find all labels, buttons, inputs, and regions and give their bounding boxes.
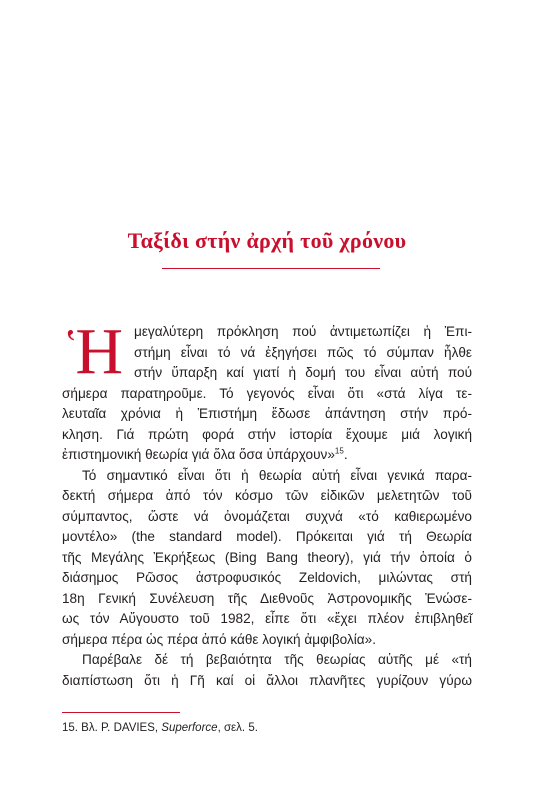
text-line: στήμη εἶναι τό νά ἐξηγήσει πῶς τό σύμπαν ἦλθε [134, 344, 472, 360]
text-line: διάσημος Ρῶσος ἀστροφυσικός Zeldovich, μιλώντας στή [62, 570, 472, 585]
drop-cap [64, 315, 123, 388]
footnote-rule [62, 712, 180, 713]
footnote-number: 15. Βλ. P. DAVIES, [62, 722, 162, 734]
text-line: Παρέβαλε δέ τή βεβαιότητα τῆς θεωρίας αὐτῆς μέ «τή [82, 652, 472, 667]
text-line: Τό σημαντικό εἶναι ὅτι ἡ θεωρία αὐτή εἶναι γενικά παρα- [82, 467, 472, 483]
body-text [62, 315, 472, 691]
text-line: σύμπαντος, ὥστε νά ὀνομάζεται συχνά «τό καθιερωμένο [62, 508, 472, 524]
text-line [62, 445, 472, 466]
text-line: κληση. Γιά πρώτη φορά στήν ἱστορία ἔχουμε μιά λογική [62, 426, 472, 442]
title-underline [162, 268, 380, 269]
text-line: ως τόν Αὔγουστο τοῦ 1982, εἶπε ὅτι «ἔχει πλέον ἐπιβληθεῖ [62, 611, 472, 626]
footnote-reference: 15 [334, 446, 344, 456]
text-line: μεγαλύτερη πρόκληση πού ἀντιμετωπίζει ἡ Ἐπι- [134, 324, 472, 339]
text-line: σήμερα παρατηροῦμε. Τό γεγονός εἶναι ὅτι «στά λίγα τε- [62, 385, 472, 401]
footnote [62, 720, 258, 736]
drop-cap-letter: Η [75, 315, 123, 388]
text-line: σήμερα πέρα ὡς πέρα ἀπό κάθε λογική ἀμφιβολία». [62, 631, 376, 647]
text-line: διαπίστωση ὅτι ἡ Γῆ καί οἱ ἄλλοι πλανῆτες γυρίζουν γύρω [62, 672, 472, 688]
text-line: στήν ὕπαρξη καί γιατί ἡ δομή του εἶναι αὐτή πού [134, 365, 472, 380]
footnote-work-title: Superforce [161, 722, 218, 734]
text-line: δεκτή σήμερα ἀπό τόν κόσμο τῶν εἰδικῶν μελετητῶν τοῦ [62, 488, 472, 503]
chapter-title: Ταξίδι στήν ἀρχή τοῦ χρόνου [127, 228, 407, 253]
footnote-page: , σελ. 5. [217, 722, 258, 734]
sentence-end: . [343, 447, 348, 462]
paragraph-3 [62, 650, 472, 691]
drop-cap-breathing-mark: ʽ [64, 321, 78, 366]
text-line: λευταῖα χρόνια ἡ Ἐπιστήμη ἔδωσε ἀπάντηση στήν πρό- [62, 406, 472, 421]
text-line: τῆς Μεγάλης Ἐκρήξεως (Bing Bang theory), γιά τήν ὁποία ὁ [62, 549, 472, 565]
paragraph-2 [62, 466, 472, 651]
text-fragment: ἐπιστημονική θεωρία γιά ὅλα ὅσα ὑπάρχουν» [62, 447, 335, 462]
paragraph-1 [62, 315, 472, 466]
text-line: μοντέλο» (the standard model). Πρόκειται γιά τή Θεωρία [62, 529, 472, 544]
text-line: 18η Γενική Συνέλευση τῆς Διεθνοῦς Ἀστρονομικῆς Ἑνώσε- [62, 590, 472, 606]
